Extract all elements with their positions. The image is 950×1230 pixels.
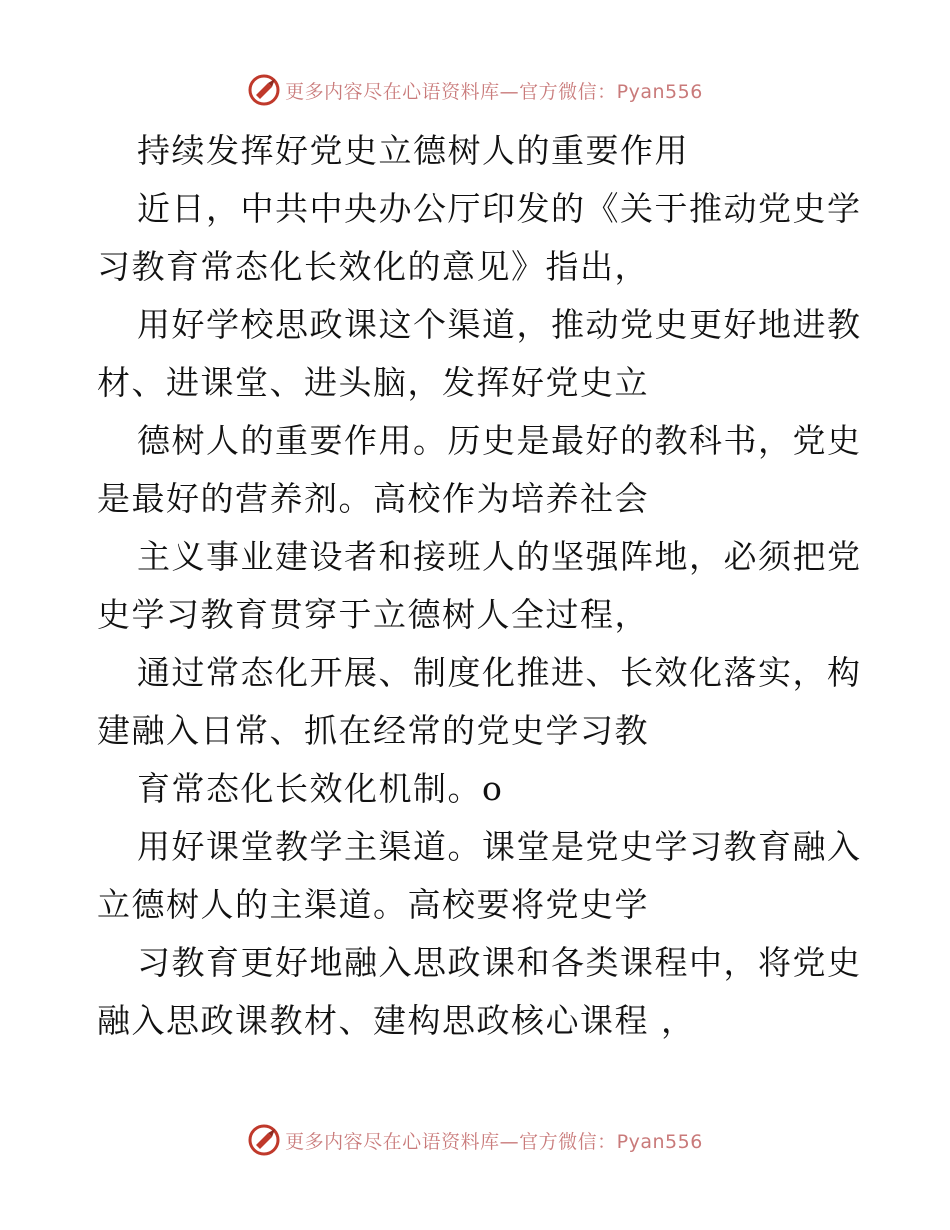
- paragraph-line: 习教育常态化长效化的意见》指出，: [97, 247, 649, 286]
- paragraph-line: 主义事业建设者和接班人的坚强阵地，必须把党: [137, 537, 862, 576]
- paragraph-line: 近日，中共中央办公厅印发的《关于推动党史学: [137, 189, 862, 228]
- header-banner-text: 更多内容尽在心语资料库—官方微信：Pyan556: [285, 80, 703, 103]
- paragraph-line: 德树人的重要作用。历史是最好的教科书，党史: [137, 421, 862, 460]
- pen-logo-icon: [247, 73, 281, 107]
- paragraph-line: 通过常态化开展、制度化推进、长效化落实，构: [137, 653, 862, 692]
- paragraph-line: 用好学校思政课这个渠道，推动党史更好地进教: [137, 305, 862, 344]
- paragraph-line: 习教育更好地融入思政课和各类课程中，将党史: [137, 943, 862, 982]
- footer-banner-text: 更多内容尽在心语资料库—官方微信：Pyan556: [285, 1130, 703, 1153]
- header-banner: [0, 70, 950, 110]
- paragraph-line: 史学习教育贯穿于立德树人全过程，: [97, 595, 649, 634]
- paragraph-line: 用好课堂教学主渠道。课堂是党史学习教育融入: [137, 827, 862, 866]
- paragraph-line: 融入思政课教材、建构思政核心课程 ，: [97, 1001, 696, 1040]
- document-body: [97, 122, 862, 1050]
- footer-banner: [0, 1120, 950, 1160]
- document-title: 持续发挥好党史立德树人的重要作用: [137, 131, 689, 170]
- paragraph-line: 是最好的营养剂。高校作为培养社会: [97, 479, 649, 518]
- paragraph-line: 育常态化长效化机制。o: [137, 769, 504, 808]
- paragraph-line: 材、进课堂、进头脑，发挥好党史立: [97, 363, 649, 402]
- paragraph-line: 建融入日常、抓在经常的党史学习教: [97, 711, 649, 750]
- paragraph-line: 立德树人的主渠道。高校要将党史学: [97, 885, 649, 924]
- pen-logo-icon: [247, 1123, 281, 1157]
